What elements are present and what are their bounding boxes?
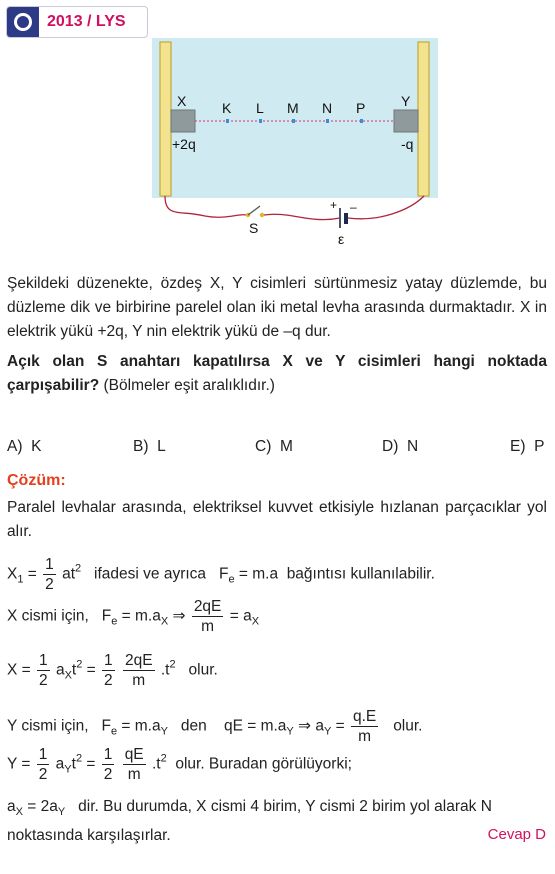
tick-p xyxy=(360,119,363,123)
charge-x: +2q xyxy=(172,136,196,152)
left-plate xyxy=(160,42,171,196)
eq4-text-b: den xyxy=(180,717,207,735)
point-label-n: N xyxy=(322,100,333,116)
eq5-text: olur. Buradan görülüyorki; xyxy=(175,755,352,773)
battery-plus: + xyxy=(330,198,338,212)
eq3-text: olur. xyxy=(188,661,218,679)
equation-line-4: Y cismi için, $F_e = m.a_Y$ den qE = $m.a_Y$ ⇒ $a_Y$ = $\frac{q.E}{m}$ olur. xyxy=(7,708,423,745)
eq4-text-a: Y cismi için, xyxy=(7,717,89,735)
tick-n xyxy=(326,119,329,123)
eq2-text: X cismi için, xyxy=(7,607,89,625)
solution-intro: Paralel levhalar arasında, elektriksel kuvvet etkisiyle hızlanan parçacıklar yol alır. xyxy=(7,499,547,540)
battery-label: ε xyxy=(338,231,345,247)
equation-line-5: Y = $\frac{1}{2}$ $a_Yt^2$ = $\frac{1}{2}$ $\frac{qE}{m}$ $.t^2$ olur. Buradan görülüyorki; xyxy=(7,746,352,783)
eq1-text-a: ifadesi ve ayrıca xyxy=(94,565,207,583)
question-prompt xyxy=(7,350,547,398)
answer-options xyxy=(7,438,547,460)
eq4-text-c: olur. xyxy=(393,717,423,735)
switch-contact-right xyxy=(260,213,264,217)
solution-title: Çözüm: xyxy=(7,472,66,489)
point-label-p: P xyxy=(356,100,366,116)
badge-label: 2013 / LYS xyxy=(47,13,126,30)
tick-m xyxy=(292,119,295,123)
conclusion-text: dir. Bu durumda, X cismi 4 birim, Y cismi 2 birim yol alarak N noktasında karşılaşırlar. xyxy=(7,798,492,844)
equation-line-2: X cismi için, $F_e = m.a_X$ ⇒ $\frac{2qE}{m}$ = $a_X$ xyxy=(7,598,260,635)
body-x xyxy=(171,110,195,132)
capacitor-diagram xyxy=(150,38,440,253)
wire-middle xyxy=(264,214,340,219)
eq1-text-b: bağıntısı kullanılabilir. xyxy=(286,565,435,583)
body-y xyxy=(394,110,418,132)
equation-line-1: $X_1$ = $\frac{1}{2}$ $at^2$ ifadesi ve ayrıca $F_e = m.a$ bağıntısı kullanılabilir. xyxy=(7,556,435,593)
option-a[interactable]: A) K xyxy=(7,438,42,455)
wire-left xyxy=(165,196,246,217)
option-b[interactable]: B) L xyxy=(133,438,166,455)
wire-right xyxy=(348,196,424,219)
badge-logo-icon xyxy=(7,7,39,37)
question-bold: Açık olan S anahtarı kapatılırsa X ve Y cisimleri hangi noktada çarpışabilir? xyxy=(7,353,547,394)
equation-line-6: $a_X = 2a_Y$ dir. Bu durumda, X cismi 4 birim, Y cismi 2 birim yol alarak N noktasında karşılaşırlar. xyxy=(7,798,492,844)
battery-minus: – xyxy=(350,200,357,214)
option-c[interactable]: C) M xyxy=(255,438,293,455)
point-label-m: M xyxy=(287,100,299,116)
switch-label: S xyxy=(249,220,259,236)
question-note: (Bölmeler eşit aralıklıdır.) xyxy=(103,377,275,394)
label-y: Y xyxy=(401,93,411,109)
option-e[interactable]: E) P xyxy=(510,438,545,455)
equation-line-3: X = $\frac{1}{2}$ $a_Xt^2$ = $\frac{1}{2}$ $\frac{2qE}{m}$ $.t^2$ olur. xyxy=(7,652,218,689)
tick-k xyxy=(226,119,229,123)
label-x: X xyxy=(177,93,187,109)
option-d[interactable]: D) N xyxy=(382,438,419,455)
charge-y: -q xyxy=(401,136,414,152)
point-label-l: L xyxy=(256,100,264,116)
tick-l xyxy=(259,119,262,123)
answer-label: Cevap D xyxy=(487,826,546,843)
right-plate xyxy=(418,42,429,196)
point-label-k: K xyxy=(222,100,232,116)
year-badge xyxy=(6,6,148,38)
question-body: Şekildeki düzenekte, özdeş X, Y cisimleri sürtünmesiz yatay düzlemde, bu düzleme dik ve birbirine parelel olan iki metal levha arasında durmaktadır. X in elektrik yükü +2q, Y nin elektrik yükü de –q dur. xyxy=(7,275,547,340)
switch-lever xyxy=(248,206,260,215)
